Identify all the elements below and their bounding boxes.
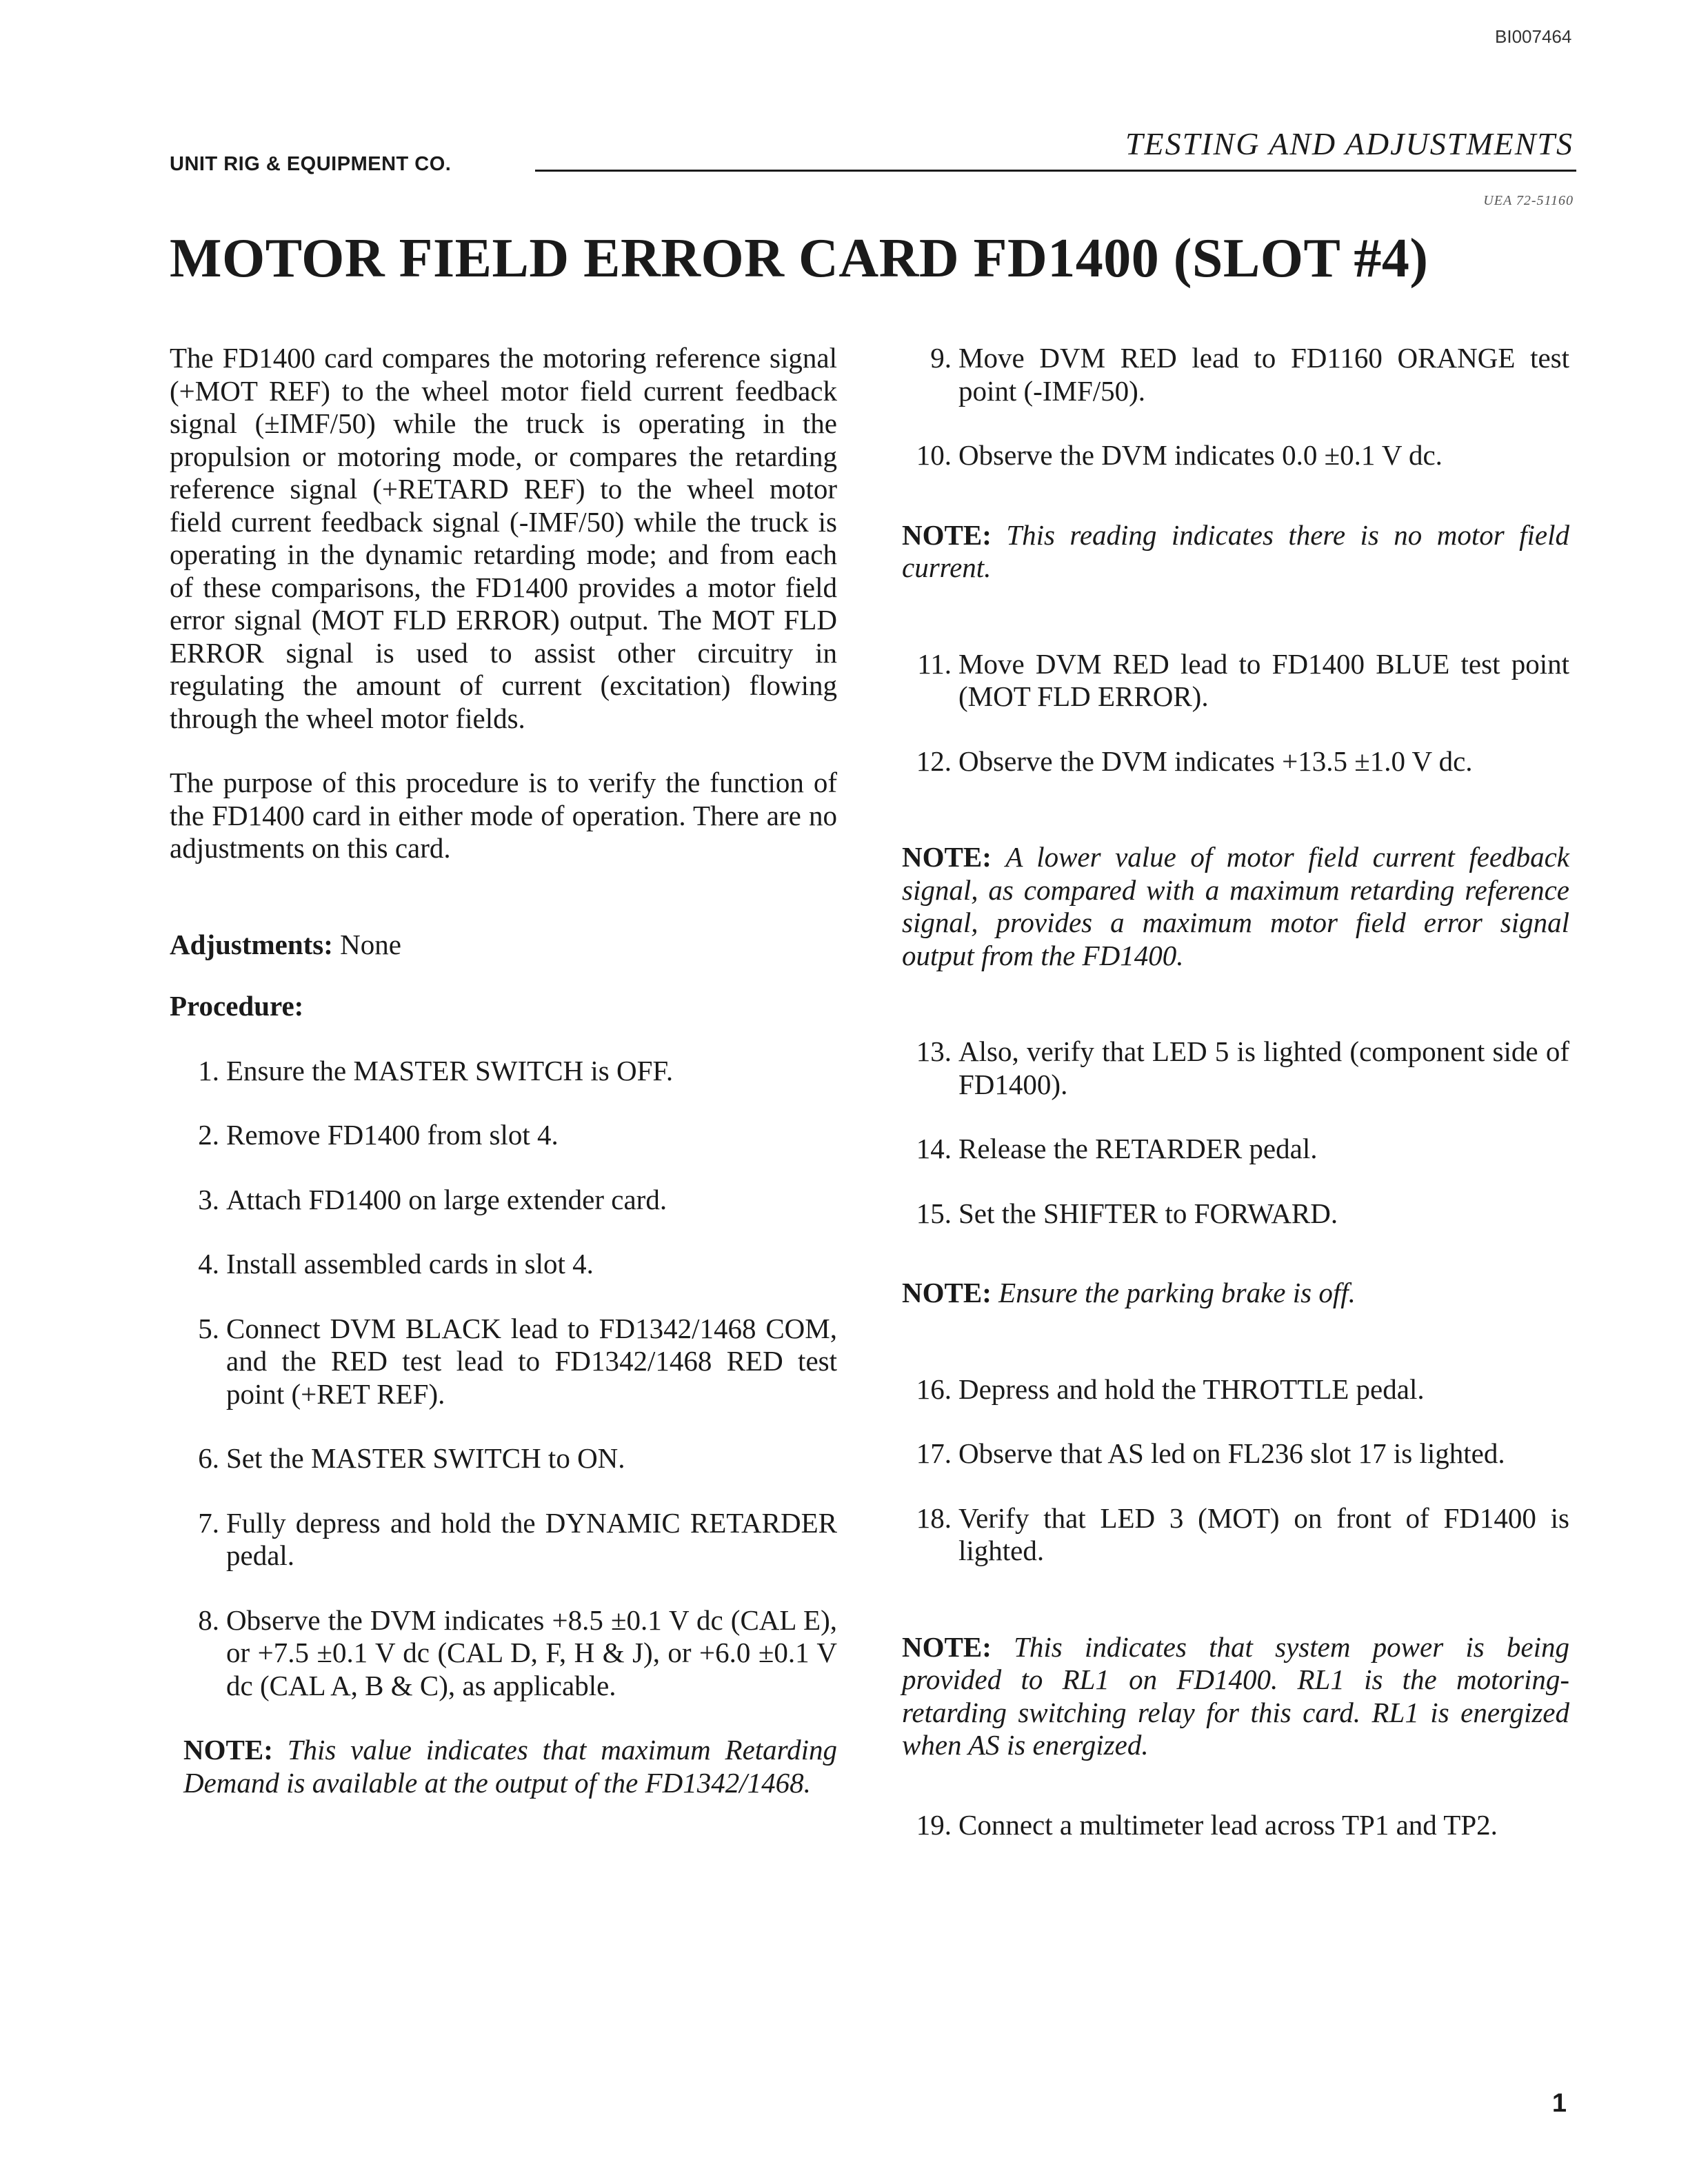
note-text: Ensure the parking brake is off. [998, 1277, 1356, 1308]
note-max-retarding [170, 1734, 837, 1799]
step-number: 18. [916, 1502, 952, 1534]
step-number: 10. [916, 439, 952, 471]
step-number: 2. [198, 1119, 219, 1151]
procedure-step [902, 1373, 1569, 1406]
note-system-power [902, 1631, 1569, 1762]
company-name: UNIT RIG & EQUIPMENT CO. [170, 153, 452, 175]
adjustments-value: None [340, 928, 401, 960]
step-number: 12. [916, 745, 952, 777]
step-number: 4. [198, 1248, 219, 1280]
procedure-step [902, 1133, 1569, 1166]
step-text: Attach FD1400 on large extender card. [226, 1183, 667, 1215]
step-text: Move DVM RED lead to FD1160 ORANGE test point (-IMF/50). [958, 342, 1569, 407]
adjustments-heading [170, 929, 837, 962]
step-text: Connect DVM BLACK lead to FD1342/1468 COM, and the RED test lead to FD1342/1468 RED test point (+RET REF). [226, 1312, 837, 1410]
procedure-step [170, 1184, 837, 1217]
step-number: 3. [198, 1183, 219, 1215]
procedure-step [170, 1248, 837, 1281]
step-text: Observe the DVM indicates +13.5 ±1.0 V dc. [958, 745, 1473, 777]
document-reference: UEA 72-51160 [1483, 193, 1574, 208]
procedure-step [902, 1809, 1569, 1842]
section-title: TESTING AND ADJUSTMENTS [1125, 126, 1574, 161]
procedure-heading: Procedure: [170, 990, 304, 1022]
step-text: Set the MASTER SWITCH to ON. [226, 1442, 625, 1474]
step-text: Remove FD1400 from slot 4. [226, 1119, 559, 1151]
note-text: This reading indicates there is no motor field current. [902, 518, 1570, 583]
procedure-step [902, 648, 1569, 714]
step-text: Fully depress and hold the DYNAMIC RETARDER pedal. [226, 1506, 837, 1571]
note-label: NOTE: [902, 841, 992, 873]
note-label: NOTE: [183, 1734, 273, 1766]
procedure-step [170, 1604, 837, 1703]
note-label: NOTE: [902, 518, 992, 551]
note-label: NOTE: [902, 1277, 992, 1308]
step-number: 17. [916, 1437, 952, 1469]
step-text: Move DVM RED lead to FD1400 BLUE test point (MOT FLD ERROR). [958, 647, 1569, 712]
right-column [902, 342, 1569, 1841]
step-number: 16. [916, 1373, 952, 1405]
procedure-step [902, 745, 1569, 778]
procedure-step [170, 1055, 837, 1088]
note-text: A lower value of motor field current feedback signal, as compared with a maximum retarding reference signal, provides a maximum motor field error signal output from the FD1400. [902, 841, 1570, 971]
step-text: Install assembled cards in slot 4. [226, 1248, 594, 1280]
step-number: 7. [198, 1506, 219, 1539]
step-number: 1. [198, 1054, 219, 1086]
adjustments-label: Adjustments: [170, 928, 333, 960]
step-number: 13. [916, 1035, 952, 1067]
step-text: Verify that LED 3 (MOT) on front of FD1400 is lighted. [958, 1502, 1569, 1566]
procedure-step [170, 1119, 837, 1152]
step-text: Observe that AS led on FL236 slot 17 is lighted. [958, 1437, 1505, 1469]
page-title: MOTOR FIELD ERROR CARD FD1400 (SLOT #4) [170, 228, 1429, 289]
step-number: 6. [198, 1442, 219, 1474]
procedure-step [902, 1437, 1569, 1470]
intro-paragraph: The FD1400 card compares the motoring reference signal (+MOT REF) to the wheel motor field current feedback signal (±IMF/50) while the truck is operating in the propulsion or motoring mode, or compares the retarding reference signal (+RETARD REF) to the wheel motor field current feedback signal (-IMF/50) while the truck is operating in the dynamic retarding mode; and from each of these comparisons, the FD1400 provides a motor field error signal (MOT FLD ERROR) output. The MOT FLD ERROR signal is used to assist other circuitry in regulating the amount of current (excitation) flowing through the wheel motor fields. [170, 342, 837, 734]
procedure-step [902, 342, 1569, 407]
step-text: Also, verify that LED 5 is lighted (component side of FD1400). [958, 1035, 1569, 1100]
note-text: This value indicates that maximum Retarding Demand is available at the output of the FD1342/1468. [183, 1734, 837, 1799]
step-text: Release the RETARDER pedal. [958, 1133, 1318, 1164]
step-text: Depress and hold the THROTTLE pedal. [958, 1373, 1425, 1405]
left-column [170, 342, 837, 1799]
note-text: This indicates that system power is being provided to RL1 on FD1400. RL1 is the motoring-retarding switching relay for this card. RL1 is energized when AS is energized. [902, 1630, 1570, 1761]
procedure-step [902, 1502, 1569, 1568]
step-number: 14. [916, 1133, 952, 1164]
procedure-step [902, 439, 1569, 472]
step-number: 5. [198, 1312, 219, 1344]
step-text: Ensure the MASTER SWITCH is OFF. [226, 1054, 674, 1086]
step-number: 15. [916, 1197, 952, 1229]
procedure-step [170, 1507, 837, 1573]
step-number: 19. [916, 1808, 952, 1841]
note-field-error-signal [902, 841, 1569, 972]
procedure-step [902, 1197, 1569, 1231]
note-label: NOTE: [902, 1630, 992, 1663]
step-number: 9. [930, 342, 952, 374]
header-rule [535, 170, 1576, 172]
note-parking-brake [902, 1277, 1569, 1310]
procedure-step [170, 1313, 837, 1411]
procedure-step [170, 1442, 837, 1475]
step-text: Observe the DVM indicates +8.5 ±0.1 V dc (CAL E), or +7.5 ±0.1 V dc (CAL D, F, H & J), or +6.0 ±0.1 V dc (CAL A, B & C), as applicable. [226, 1604, 837, 1701]
procedure-step [902, 1035, 1569, 1101]
step-text: Observe the DVM indicates 0.0 ±0.1 V dc. [958, 439, 1443, 471]
document-id: BI007464 [1495, 26, 1572, 47]
step-number: 8. [198, 1604, 219, 1636]
note-no-field-current [902, 519, 1569, 585]
step-text: Connect a multimeter lead across TP1 and TP2. [958, 1808, 1498, 1841]
purpose-paragraph: The purpose of this procedure is to verify the function of the FD1400 card in either mode of operation. There are no adjustments on this card. [170, 767, 837, 864]
step-number: 11. [917, 647, 952, 680]
page-number: 1 [1551, 2089, 1567, 2118]
step-text: Set the SHIFTER to FORWARD. [958, 1197, 1338, 1229]
